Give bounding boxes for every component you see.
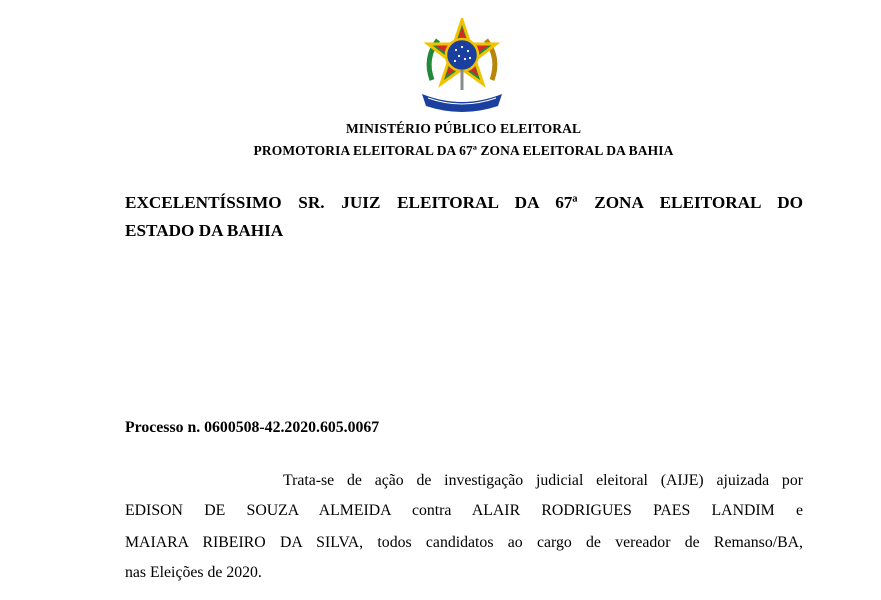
- body-line-1: Trata-se de ação de investigação judicial eleitoral (AIJE) ajuizada por: [283, 472, 803, 489]
- brazil-coat-of-arms-icon: [418, 18, 506, 116]
- header-ministry: MINISTÉRIO PÚBLICO ELEITORAL: [345, 121, 582, 136]
- address-line-2: ESTADO DA BAHIA: [125, 221, 284, 240]
- body-line-2: EDISON DE SOUZA ALMEIDA contra ALAIR RODRIGUES PAES LANDIM e: [125, 502, 803, 519]
- header-promotoria: PROMOTORIA ELEITORAL DA 67ª ZONA ELEITORAL DA BAHIA: [253, 143, 674, 158]
- address-line-1: EXCELENTÍSSIMO SR. JUIZ ELEITORAL DA 67ª ZONA ELEITORAL DO: [125, 193, 803, 212]
- process-number: Processo n. 0600508-42.2020.605.0067: [125, 419, 380, 436]
- body-line-3: MAIARA RIBEIRO DA SILVA, todos candidatos ao cargo de vereador de Remanso/BA,: [125, 534, 803, 551]
- body-line-4: nas Eleições de 2020.: [125, 564, 262, 581]
